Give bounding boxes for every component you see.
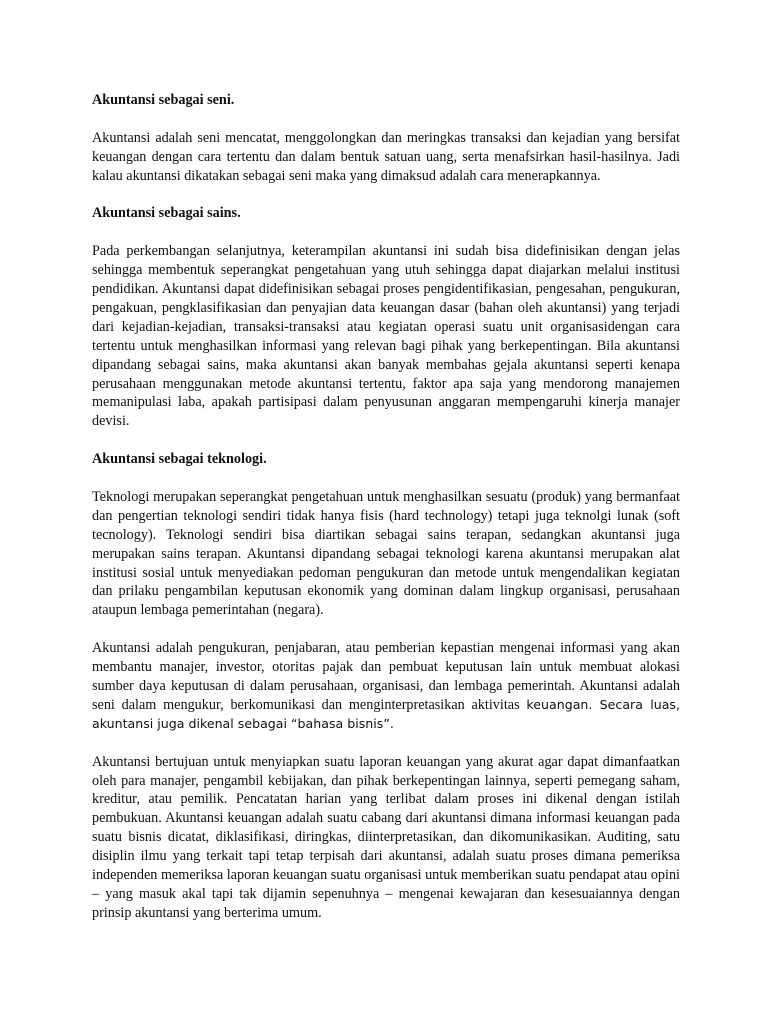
paragraph-seni: Akuntansi adalah seni mencatat, menggolongkan dan meringkas transaksi dan kejadian yang bersifat keuangan dengan cara tertentu dan dalam bentuk satuan uang, serta menafsirkan hasil-hasilnya. Jadi kalau akuntansi dikatakan sebagai seni maka yang dimaksud adalah cara menerapkannya.: [92, 129, 680, 184]
paragraph-teknologi: Teknologi merupakan seperangkat pengetahuan untuk menghasilkan sesuatu (produk) yang bermanfaat dan pengertian teknologi sendiri tidak hanya fisis (hard technology) tetapi juga teknolgi lunak (soft tecnology). Teknologi sendiri bisa diartikan sebagai sains terapan, sedangkan akuntansi juga merupakan sains terapan. Akuntansi dipandang sebagai teknologi karena akuntansi merupakan alat institusi sosial untuk menyediakan pedoman pengukuran dan metode untuk mengendalikan kegiatan dan prilaku pengambilan keputusan ekonomik yang dominan dalam lingkup organisasi, perusahaan ataupun lembaga pemerintahan (negara).: [92, 488, 680, 619]
document-page: [92, 91, 680, 942]
paragraph-definisi-akuntansi: [92, 639, 680, 734]
paragraph-definisi-main-text: Akuntansi adalah pengukuran, penjabaran, atau pemberian kepastian mengenai informasi yang akan membantu manajer, investor, otoritas pajak dan pembuat keputusan lain untuk membuat alokasi sumber daya keputusan di dalam perusahaan, organisasi, dan lembaga pemerintah. Akuntansi adalah seni dalam mengukur, berkomunikasi dan menginterpretasikan aktivitas: [92, 640, 680, 713]
section-heading-sains: Akuntansi sebagai sains.: [92, 205, 241, 222]
section-heading-teknologi: Akuntansi sebagai teknologi.: [92, 451, 267, 468]
paragraph-definisi-bahasa-bisnis-text: keuangan. Secara luas, akuntansi juga dikenal sebagai “bahasa bisnis”.: [92, 696, 680, 731]
paragraph-tujuan-akuntansi: Akuntansi bertujuan untuk menyiapkan suatu laporan keuangan yang akurat agar dapat dimanfaatkan oleh para manajer, pengambil kebijakan, dan pihak berkepentingan lainnya, seperti pemegang saham, kreditur, atau pemilik. Pencatatan harian yang terlibat dalam proses ini dikenal dengan istilah pembukuan. Akuntansi keuangan adalah suatu cabang dari akuntansi dimana informasi keuangan pada suatu bisnis dicatat, diklasifikasi, diringkas, diinterpretasikan, dan dikomunikasikan. Auditing, satu disiplin ilmu yang terkait tapi tetap terpisah dari akuntansi, adalah suatu proses dimana pemeriksa independen memeriksa laporan keuangan suatu organisasi untuk memberikan suatu pendapat atau opini – yang masuk akal tapi tak dijamin sepenuhnya – mengenai kewajaran dan kesesuaiannya dengan prinsip akuntansi yang berterima umum.: [92, 753, 680, 921]
paragraph-sains: Pada perkembangan selanjutnya, keterampilan akuntansi ini sudah bisa didefinisikan dengan jelas sehingga membentuk seperangkat pengetahuan yang utuh sehingga dapat diajarkan melalui institusi pendidikan. Akuntansi dapat didefinisikan sebagai proses pengidentifikasian, pengesahan, pengukuran, pengakuan, pengklasifikasian dan penyajian data keuangan dasar (bahan oleh akuntansi) yang terjadi dari kejadian-kejadian, transaksi-transaksi atau kegiatan operasi suatu unit organisasidengan cara tertentu untuk menghasilkan informasi yang relevan bagi pihak yang berkepentingan. Bila akuntansi dipandang sebagai sains, maka akuntansi akan banyak membahas gejala akuntansi seperti kenapa perusahaan menggunakan metode akuntansi tertentu, faktor apa saja yang mendorong manajemen memanipulasi laba, apakah partisipasi dalam penyusunan anggaran mempengaruhi kinerja manajer devisi.: [92, 243, 680, 430]
section-heading-seni: Akuntansi sebagai seni.: [92, 92, 235, 108]
